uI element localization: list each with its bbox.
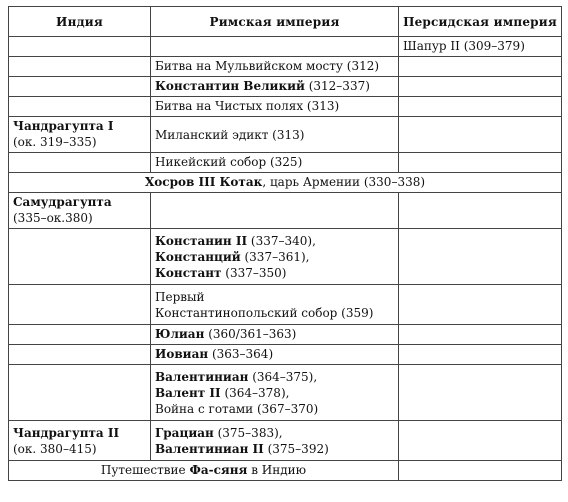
ruler-name: Констант <box>155 265 222 280</box>
event-line: Константинопольский собор (359) <box>155 305 374 320</box>
cell-india <box>9 345 151 365</box>
ruler-years: (ок. 380–415) <box>13 441 97 456</box>
cell-rome <box>151 365 399 421</box>
cell-india <box>9 193 151 229</box>
cell-india <box>9 229 151 285</box>
ruler-years: (ок. 319–335) <box>13 135 97 149</box>
cell-rome <box>151 229 399 285</box>
cell-rome: Никейский собор (325) <box>151 153 399 173</box>
ruler-years: (375–383), <box>213 425 283 440</box>
ruler-years: (364–375), <box>248 369 318 384</box>
table-row <box>9 173 562 193</box>
ruler-years: (337–340), <box>247 233 316 248</box>
table-row <box>9 193 562 229</box>
cell-persia <box>399 153 562 173</box>
traveler-name: Фа-сяня <box>189 463 248 477</box>
cell-persia <box>399 421 562 461</box>
cell-india <box>9 97 151 117</box>
cell-persia <box>399 193 562 229</box>
cell-persia <box>399 97 562 117</box>
event-line: Первый <box>155 289 205 304</box>
table-row <box>9 461 562 481</box>
ruler-years: (337–361), <box>240 249 310 264</box>
ruler-name: Юлиан <box>155 327 205 341</box>
cell-persia <box>399 117 562 153</box>
cell-rome: Битва на Мульвийском мосту (312) <box>151 57 399 77</box>
cell-persia <box>399 77 562 97</box>
table-row <box>9 229 562 285</box>
ruler-line <box>155 369 394 385</box>
cell-persia <box>399 325 562 345</box>
event-prefix: Путешествие <box>100 463 190 477</box>
ruler-years: (363–364) <box>208 347 274 361</box>
ruler-years: (335–ок.380) <box>13 211 93 225</box>
cell-india <box>9 153 151 173</box>
cell-india <box>9 37 151 57</box>
cell-rome <box>151 345 399 365</box>
table-row <box>9 325 562 345</box>
ruler-name: Самудрагупта <box>13 195 112 209</box>
ruler-name: Константин Великий <box>155 79 305 93</box>
cell-rome <box>151 421 399 461</box>
cell-persia <box>399 461 562 481</box>
cell-india <box>9 285 151 325</box>
event-suffix: в Индию <box>247 463 307 477</box>
ruler-line <box>155 233 394 249</box>
ruler-line <box>155 441 394 457</box>
ruler-years: (312–337) <box>304 79 370 93</box>
ruler-years: (375–392) <box>263 441 329 456</box>
ruler-name: Иовиан <box>155 347 209 361</box>
cell-persia <box>399 57 562 77</box>
ruler-line <box>155 249 394 265</box>
cell-india <box>9 421 151 461</box>
table-row <box>9 365 562 421</box>
header-rome: Римская империя <box>151 7 399 37</box>
cell-spanning <box>9 461 399 481</box>
table-row <box>9 153 562 173</box>
cell-rome: Битва на Чистых полях (313) <box>151 97 399 117</box>
header-india: Индия <box>9 7 151 37</box>
table-row <box>9 117 562 153</box>
cell-rome <box>151 325 399 345</box>
table-row <box>9 77 562 97</box>
ruler-years: (337–350) <box>221 265 287 280</box>
event-line: Война с готами (367–370) <box>155 401 319 416</box>
ruler-name: Констанций <box>155 249 241 264</box>
table-row <box>9 285 562 325</box>
table-row <box>9 97 562 117</box>
ruler-line <box>155 385 394 401</box>
ruler-name: Валентиниан <box>155 369 249 384</box>
cell-india <box>9 117 151 153</box>
cell-india <box>9 57 151 77</box>
cell-persia <box>399 229 562 285</box>
cell-persia <box>399 345 562 365</box>
cell-spanning <box>9 173 562 193</box>
history-table-container <box>8 6 562 481</box>
ruler-name: Констанин II <box>155 233 248 248</box>
cell-rome <box>151 193 399 229</box>
ruler-name: Чандрагупта I <box>13 119 114 133</box>
ruler-years: (364–378), <box>220 385 290 400</box>
cell-india <box>9 77 151 97</box>
table-row <box>9 57 562 77</box>
cell-rome <box>151 117 399 153</box>
header-persia: Персидская империя <box>399 7 562 37</box>
cell-rome <box>151 77 399 97</box>
ruler-detail: , царь Армении (330–338) <box>262 175 426 189</box>
table-row <box>9 421 562 461</box>
ruler-line <box>155 265 394 281</box>
cell-india <box>9 365 151 421</box>
header-row <box>9 7 562 37</box>
cell-persia <box>399 365 562 421</box>
chronology-table <box>8 6 562 481</box>
cell-rome <box>151 37 399 57</box>
cell-india <box>9 325 151 345</box>
ruler-name: Грациан <box>155 425 214 440</box>
table-row <box>9 345 562 365</box>
table-row <box>9 37 562 57</box>
ruler-years: (360/361–363) <box>204 327 297 341</box>
cell-persia <box>399 285 562 325</box>
event-text: Миланский эдикт (313) <box>155 127 305 142</box>
ruler-name: Чандрагупта II <box>13 425 120 440</box>
ruler-name: Хосров III Котак <box>144 175 263 189</box>
cell-rome <box>151 285 399 325</box>
ruler-line <box>155 425 394 441</box>
cell-persia: Шапур II (309–379) <box>399 37 562 57</box>
ruler-name: Валент II <box>155 385 221 400</box>
ruler-name: Валентиниан II <box>155 441 264 456</box>
